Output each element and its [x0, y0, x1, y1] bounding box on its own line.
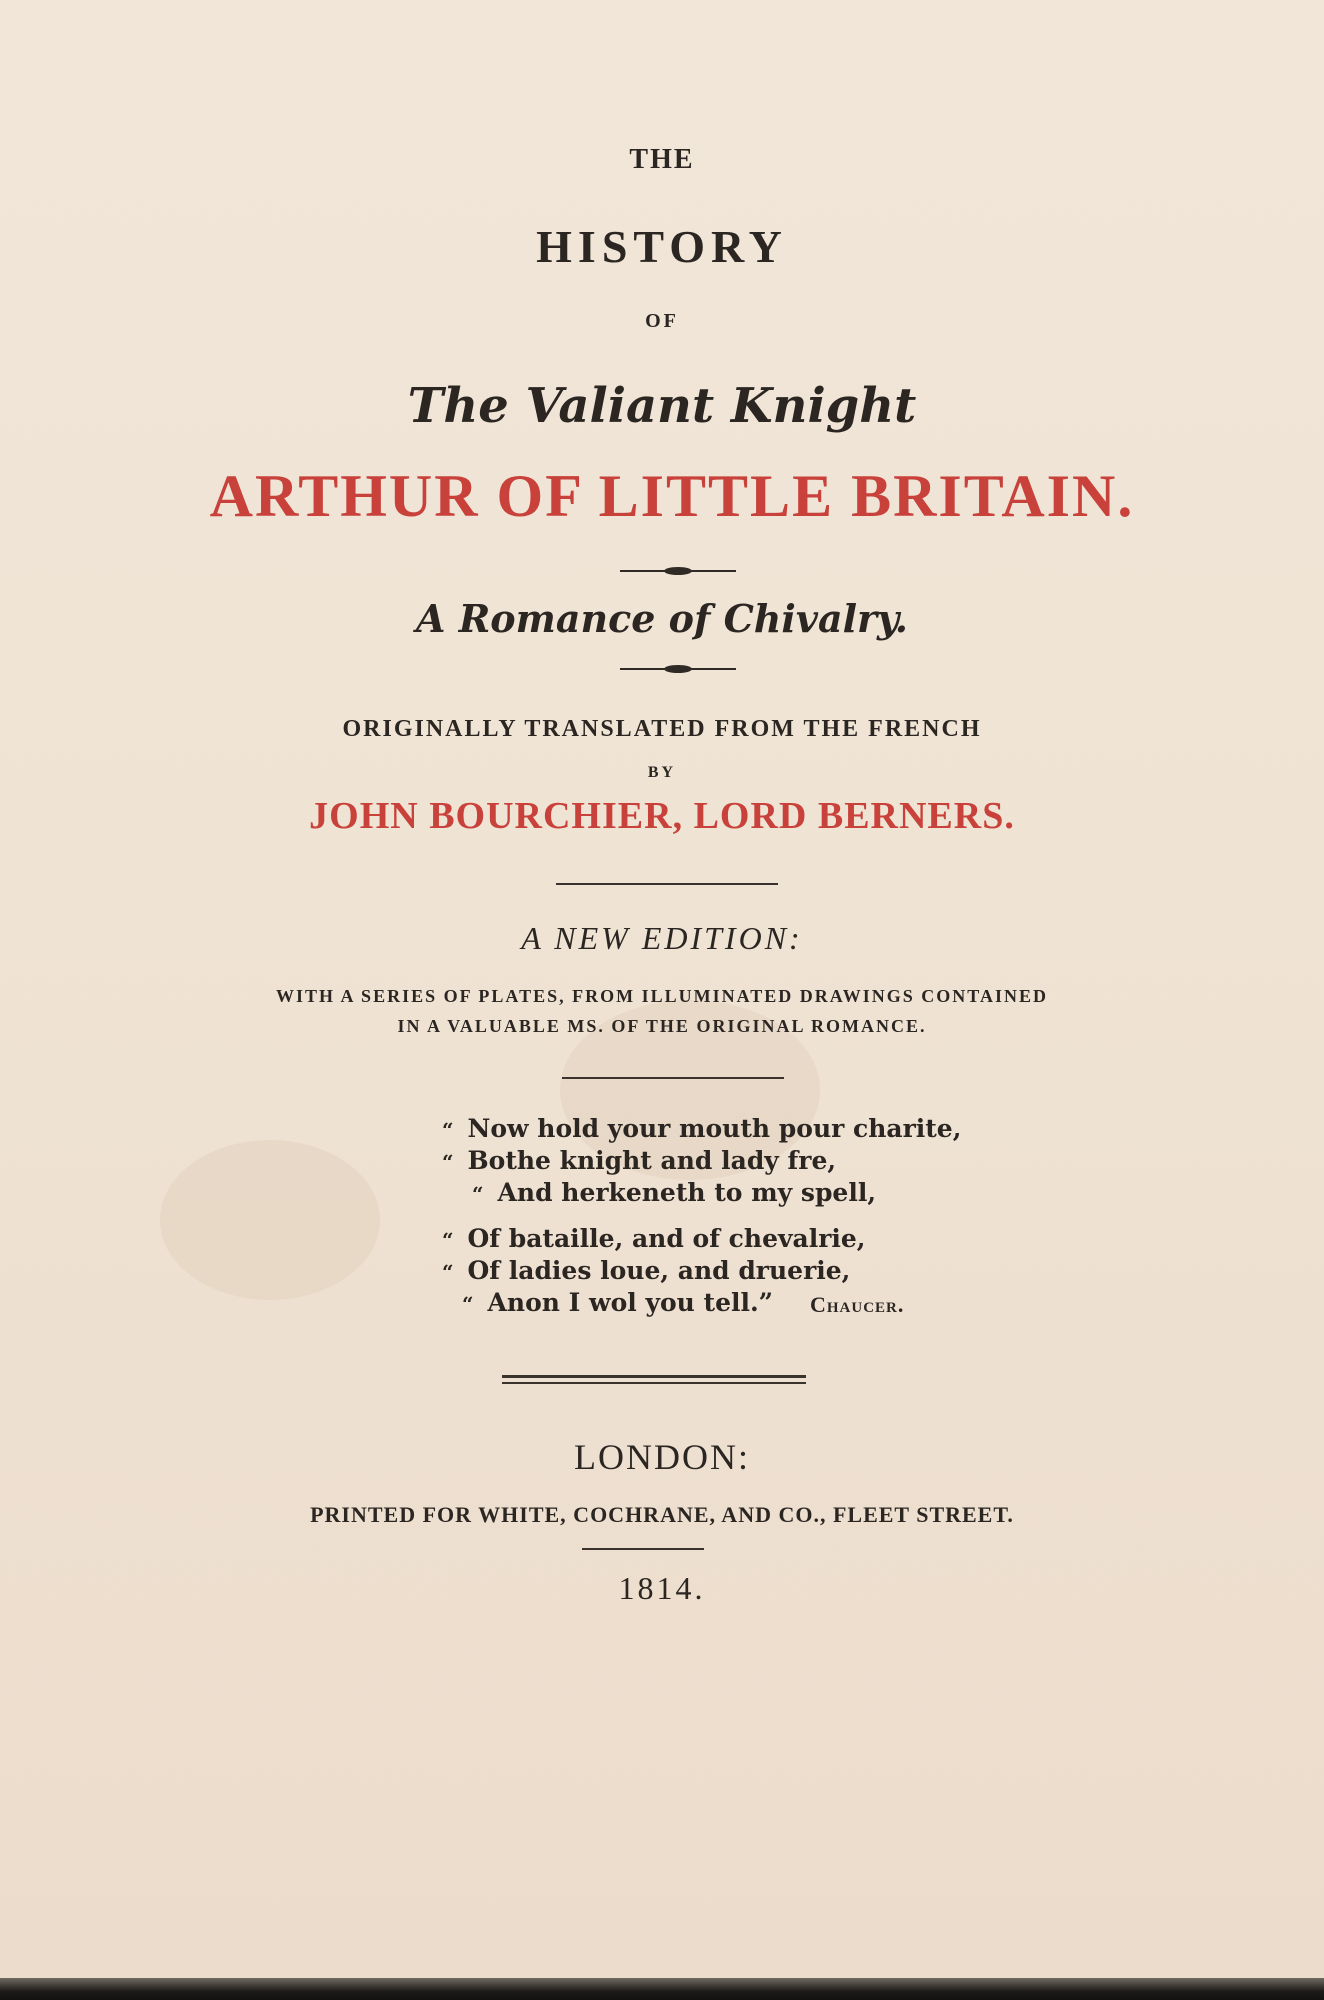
motto-line: [442, 1224, 865, 1253]
double-rule-bottom: [502, 1382, 806, 1384]
open-quote: “: [472, 1182, 484, 1206]
title-valiant-knight: The Valiant Knight: [407, 378, 917, 434]
open-quote: “: [462, 1292, 474, 1316]
motto-line-text: Now hold your mouth pour charite,: [467, 1114, 962, 1143]
motto-line: [462, 1288, 773, 1317]
by-line: BY: [647, 764, 677, 781]
divider-rule: [556, 883, 778, 885]
author-name: JOHN BOURCHIER, LORD BERNERS.: [309, 795, 1015, 837]
imprint-city: LONDON:: [574, 1437, 750, 1477]
edition-line: A NEW EDITION:: [521, 920, 803, 956]
motto-attribution: Chaucer.: [810, 1292, 905, 1317]
motto-line-text: Of bataille, and of chevalrie,: [467, 1224, 866, 1253]
motto-line: [442, 1256, 850, 1285]
double-rule-top: [502, 1375, 806, 1378]
motto-line-text: Anon I wol you tell.”: [487, 1288, 774, 1317]
motto-line: [442, 1146, 836, 1175]
motto-line-text: Of ladies loue, and druerie,: [467, 1256, 851, 1285]
ornamental-rule-upper: [620, 570, 736, 572]
motto-line-text: Bothe knight and lady fre,: [467, 1146, 837, 1175]
imprint-rule: [582, 1548, 704, 1550]
book-binding-edge: [0, 1978, 1324, 2000]
title-history: HISTORY: [536, 221, 788, 272]
translated-line: ORIGINALLY TRANSLATED FROM THE FRENCH: [342, 716, 982, 742]
title-hero: ARTHUR OF LITTLE BRITAIN.: [209, 463, 1135, 529]
motto-line: [442, 1114, 961, 1143]
imprint-printer: PRINTED FOR WHITE, COCHRANE, AND CO., FLEET STREET.: [310, 1502, 1014, 1527]
open-quote: “: [442, 1150, 454, 1174]
open-quote: “: [442, 1228, 454, 1252]
motto-line-text: And herkeneth to my spell,: [497, 1178, 877, 1207]
open-quote: “: [442, 1118, 454, 1142]
title-the: THE: [629, 144, 695, 175]
open-quote: “: [442, 1260, 454, 1284]
ornamental-rule-lower: [620, 668, 736, 670]
plates-line-1: WITH A SERIES OF PLATES, FROM ILLUMINATED DRAWINGS CONTAINED: [276, 986, 1048, 1006]
paper-stain: [160, 1140, 380, 1300]
imprint-year: 1814.: [618, 1570, 706, 1606]
title-of: OF: [645, 310, 679, 332]
divider-rule: [562, 1077, 784, 1079]
plates-line-2: IN A VALUABLE MS. OF THE ORIGINAL ROMANCE.: [397, 1016, 927, 1036]
motto-line: [472, 1178, 876, 1207]
subtitle-romance: A Romance of Chivalry.: [416, 596, 908, 641]
